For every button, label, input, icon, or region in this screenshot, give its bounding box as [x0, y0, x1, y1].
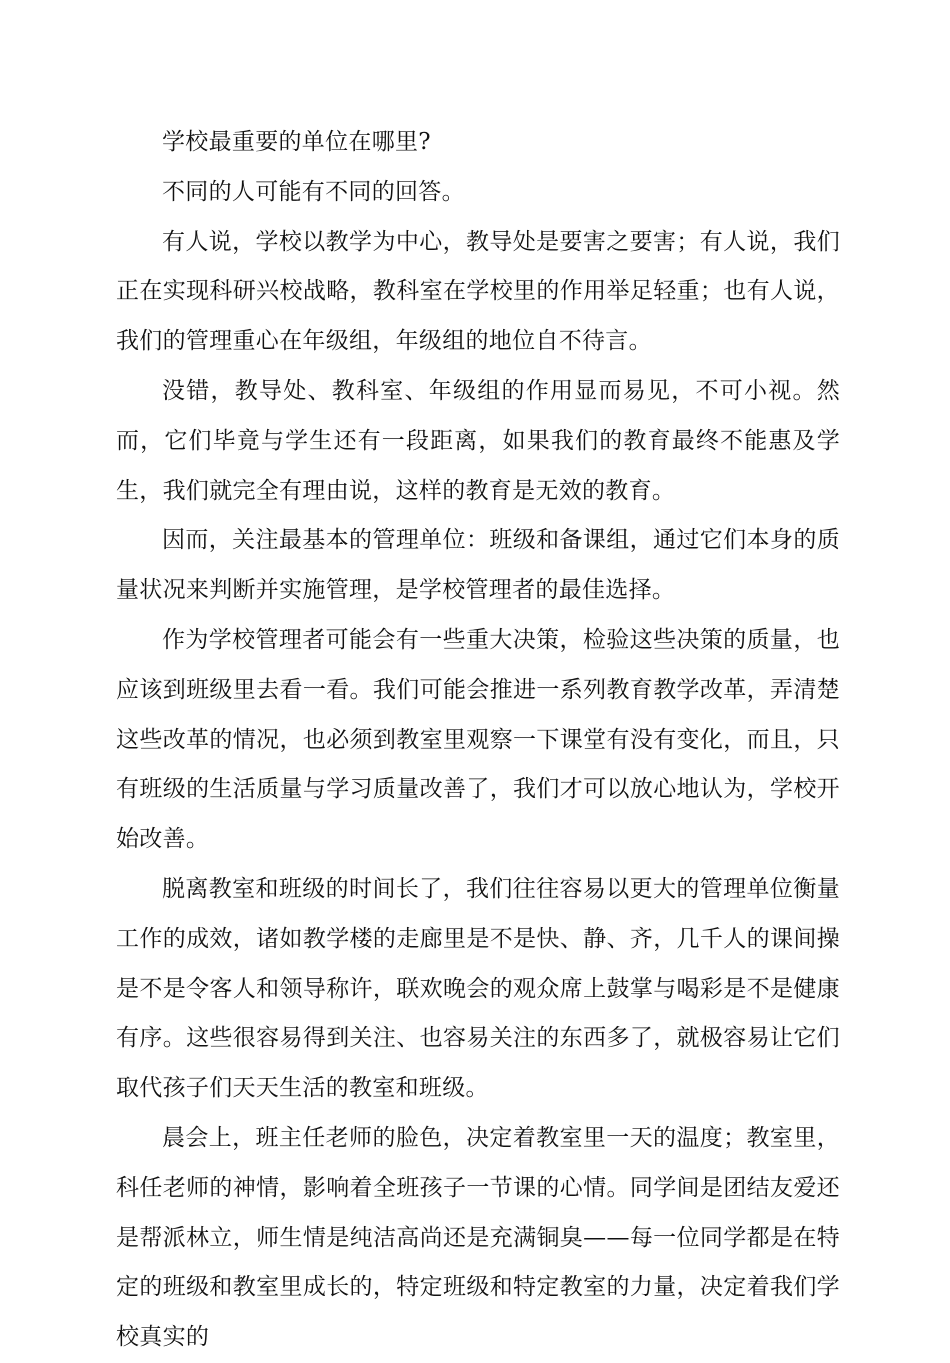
- paragraph-question: 学校最重要的单位在哪里?: [162, 129, 431, 155]
- paragraph-distance-from-students: 没错，教导处、教科室、年级组的作用显而易见，不可小视。然而，它们毕竟与学生还有一段距离，如果我们的教育最终不能惠及学生，我们就完全有理由说，这样的教育是无效的教育。: [116, 377, 840, 504]
- paragraph-morning-meeting: 晨会上，班主任老师的脸色，决定着教室里一天的温度；教室里，科任老师的神情，影响着全班孩子一节课的心情。同学间是团结友爱还是帮派林立，师生情是纯洁高尚还是充满铜臭——每一位同学都是在特定的班级和教室里成长的，特定班级和特定教室的力量，决定着我们学校真实的: [116, 1124, 840, 1351]
- document-body: [116, 118, 840, 1363]
- paragraph-answers-differ: 不同的人可能有不同的回答。: [162, 178, 465, 205]
- paragraph-opinions: 有人说，学校以教学为中心，教导处是要害之要害；有人说，我们正在实现科研兴校战略，教科室在学校里的作用举足轻重；也有人说，我们的管理重心在年级组，年级组的地位自不待言。: [116, 228, 840, 355]
- paragraph-larger-units: 脱离教室和班级的时间长了，我们往往容易以更大的管理单位衡量工作的成效，诸如教学楼的走廊里是不是快、静、齐，几千人的课间操是不是令客人和领导称许，联欢晚会的观众席上鼓掌与喝彩是不是健康有序。这些很容易得到关注、也容易关注的东西多了，就极容易让它们取代孩子们天天生活的教室和班级。: [116, 875, 840, 1102]
- paragraph-basic-units: 因而，关注最基本的管理单位：班级和备课组，通过它们本身的质量状况来判断并实施管理，是学校管理者的最佳选择。: [116, 527, 840, 604]
- paragraph-decisions: 作为学校管理者可能会有一些重大决策，检验这些决策的质量，也应该到班级里去看一看。我们可能会推进一系列教育教学改革，弄清楚这些改革的情况，也必须到教室里观察一下课堂有没有变化，而且，只有班级的生活质量与学习质量改善了，我们才可以放心地认为，学校开始改善。: [116, 626, 840, 853]
